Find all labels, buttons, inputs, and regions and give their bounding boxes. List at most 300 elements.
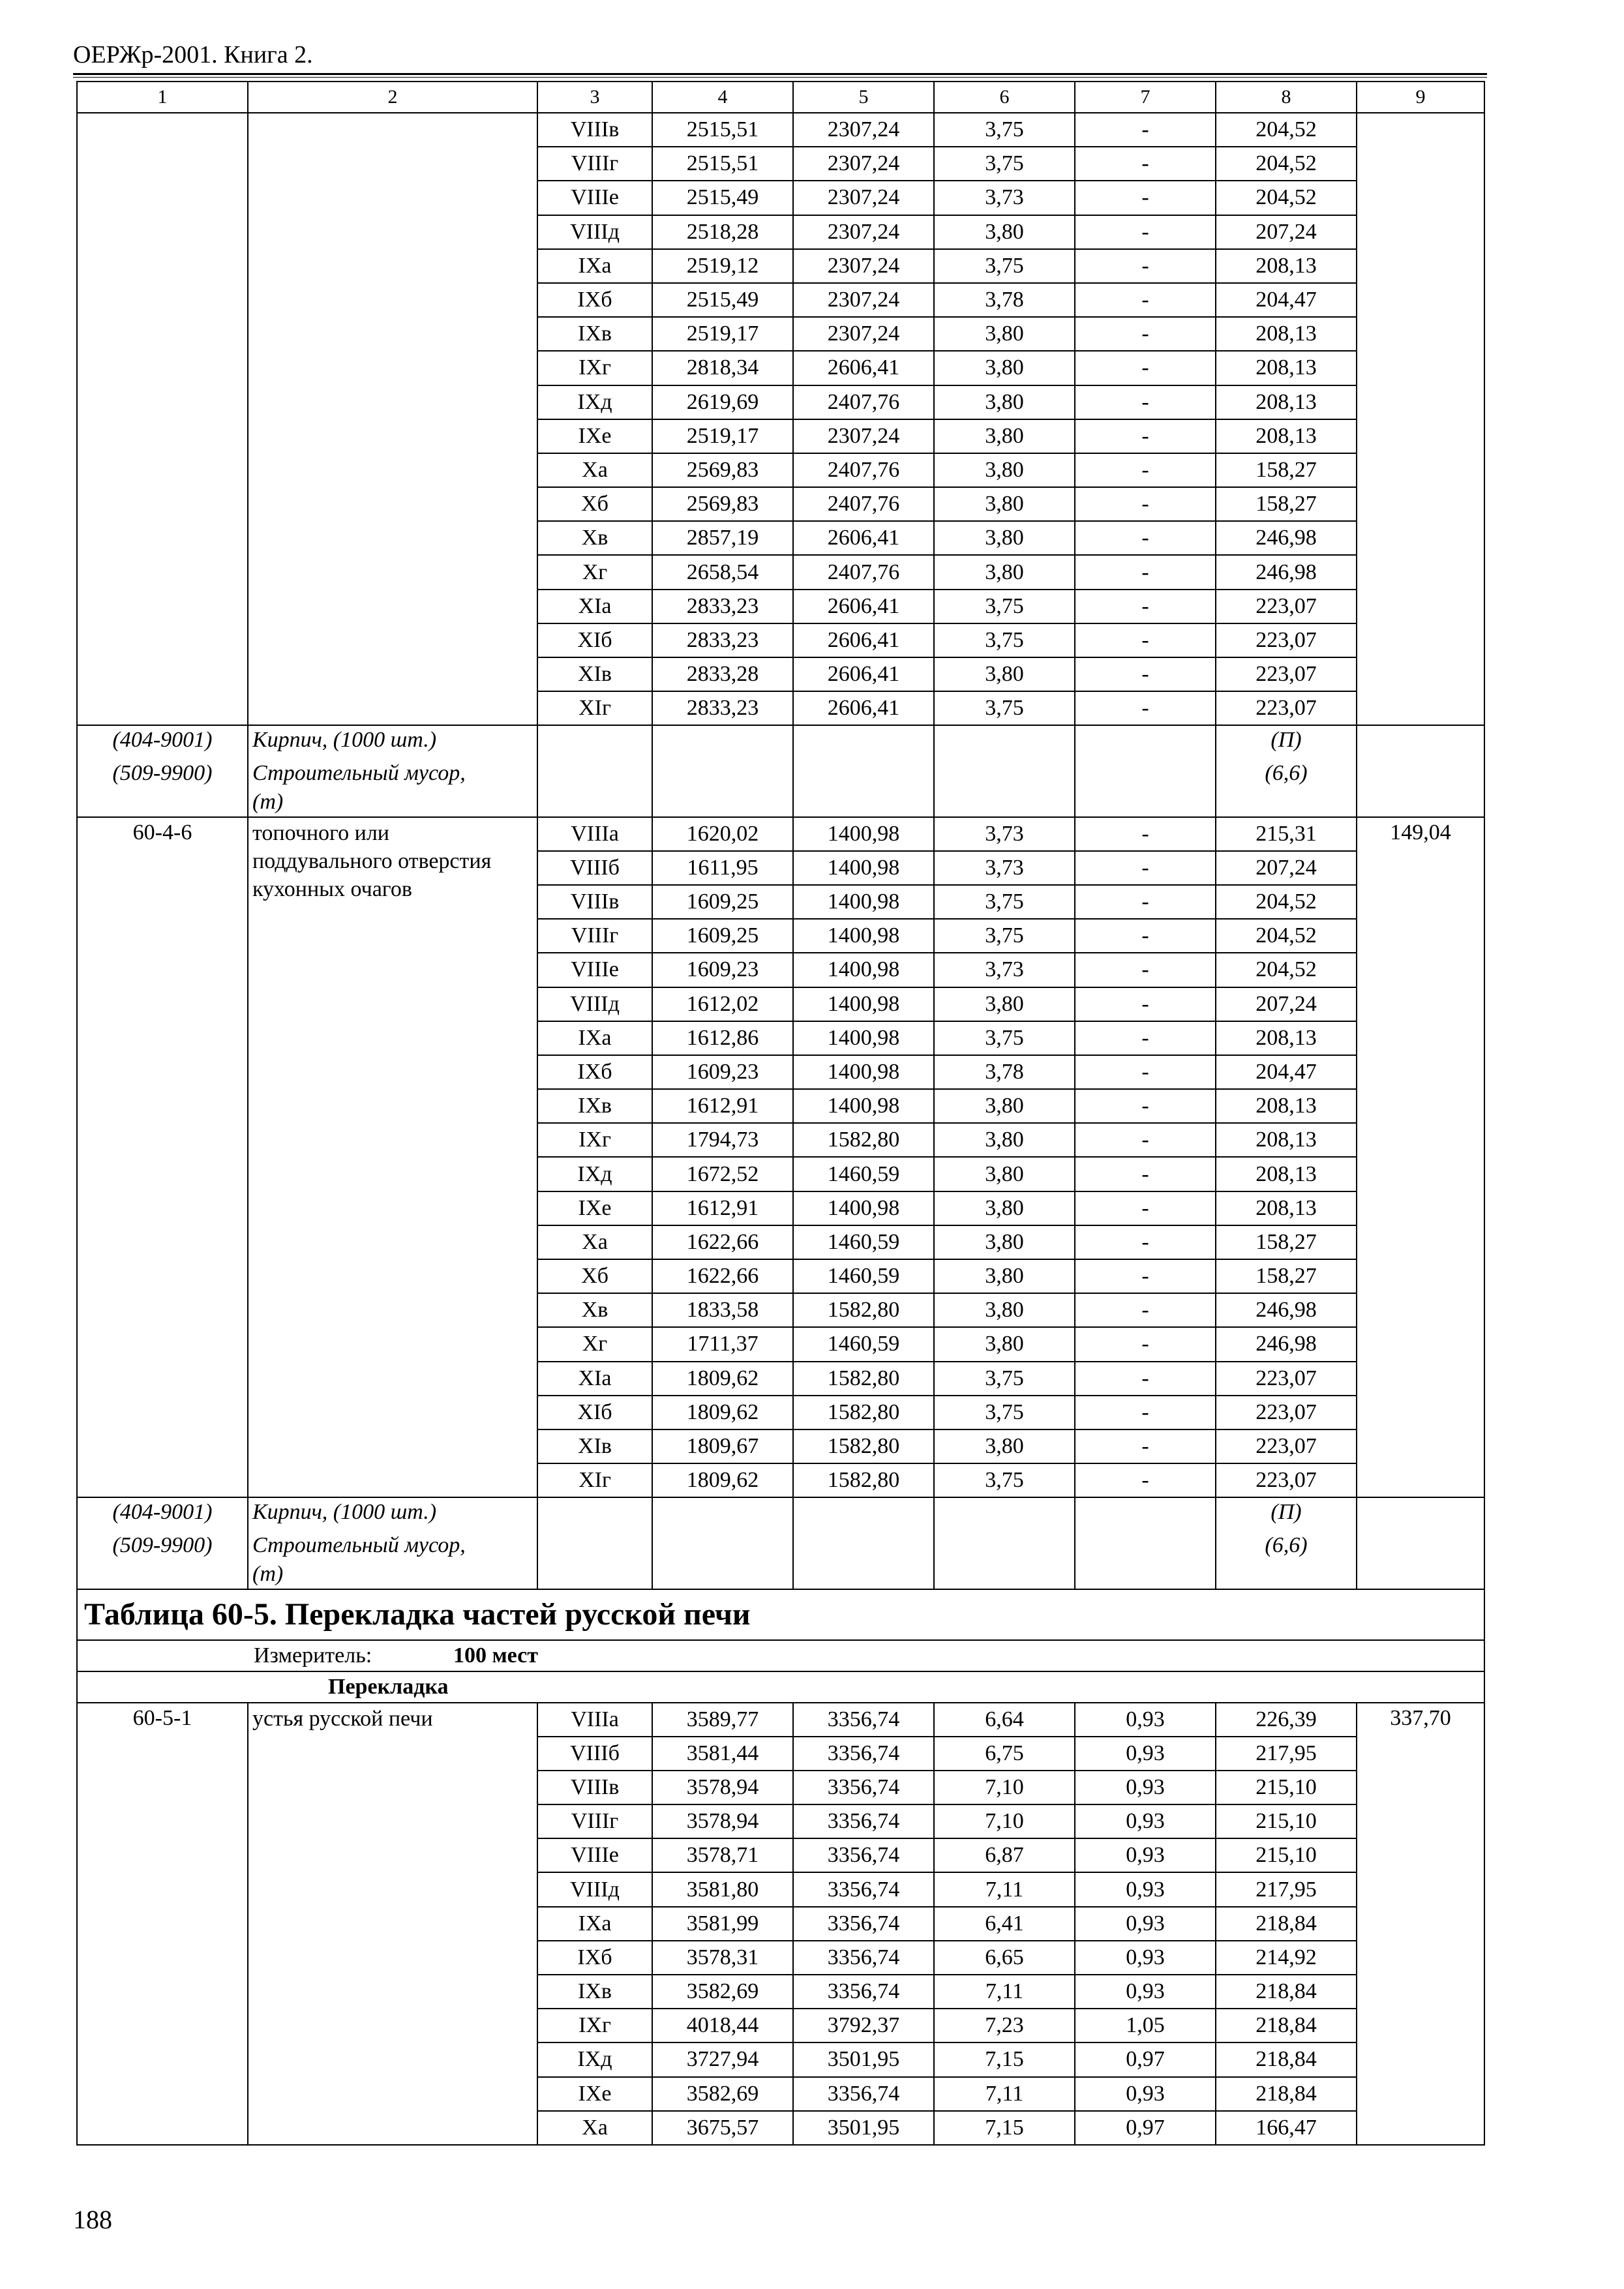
cell-col-4: 1672,52 bbox=[652, 1157, 793, 1191]
cell-col-3: VIIIе bbox=[537, 181, 652, 215]
rate-code-cell bbox=[77, 1703, 248, 2145]
cell-col-7: - bbox=[1075, 623, 1216, 657]
cell-col-8: 223,07 bbox=[1216, 1429, 1357, 1463]
unit-cell bbox=[77, 1640, 1484, 1671]
cell-col-5: 1400,98 bbox=[793, 817, 934, 851]
cell-col-7: - bbox=[1075, 385, 1216, 419]
cell-col-4: 2833,23 bbox=[652, 590, 793, 623]
cell-col-5: 2407,76 bbox=[793, 555, 934, 589]
cell-col-5: 1400,98 bbox=[793, 851, 934, 885]
empty-cell bbox=[934, 759, 1075, 817]
cell-col-5: 3501,95 bbox=[793, 2042, 934, 2076]
cell-col-5: 2606,41 bbox=[793, 657, 934, 691]
empty-cell bbox=[934, 1531, 1075, 1589]
cell-col-8: 217,95 bbox=[1216, 1737, 1357, 1771]
cell-col-8: 215,10 bbox=[1216, 1804, 1357, 1838]
cell-col-6: 3,75 bbox=[934, 1463, 1075, 1497]
cell-col-6: 3,75 bbox=[934, 919, 1075, 953]
cell-col-8: 223,07 bbox=[1216, 657, 1357, 691]
cell-col-5: 1582,80 bbox=[793, 1123, 934, 1157]
cell-col-5: 3356,74 bbox=[793, 1907, 934, 1941]
unit-label: Измеритель: bbox=[254, 1643, 372, 1668]
cell-col-3: IXе bbox=[537, 1191, 652, 1225]
empty-cell bbox=[1357, 1531, 1484, 1589]
material-value-cell bbox=[1216, 1531, 1357, 1589]
cell-col-3: IXв bbox=[537, 317, 652, 351]
cell-col-6: 3,75 bbox=[934, 1396, 1075, 1429]
empty-cell bbox=[1075, 1497, 1216, 1531]
material-code: (509-9900) bbox=[112, 760, 213, 785]
cell-col-7: - bbox=[1075, 1463, 1216, 1497]
empty-cell bbox=[537, 1531, 652, 1589]
material-unit: (т) bbox=[252, 1561, 284, 1586]
cell-col-3: Xб bbox=[537, 1259, 652, 1293]
cell-col-7: 1,05 bbox=[1075, 2009, 1216, 2042]
cell-col-6: 3,75 bbox=[934, 623, 1075, 657]
cell-col-6: 6,75 bbox=[934, 1737, 1075, 1771]
empty-cell bbox=[793, 1497, 934, 1531]
cell-col-7: - bbox=[1075, 1396, 1216, 1429]
cell-col-8: 204,47 bbox=[1216, 1055, 1357, 1089]
col9-cell bbox=[1357, 817, 1484, 1498]
cell-col-6: 6,64 bbox=[934, 1703, 1075, 1737]
cell-col-3: XIа bbox=[537, 590, 652, 623]
empty-cell bbox=[652, 1531, 793, 1589]
cell-col-6: 3,73 bbox=[934, 953, 1075, 987]
table-row bbox=[77, 1703, 1484, 1737]
cell-col-6: 6,41 bbox=[934, 1907, 1075, 1941]
material-value-cell bbox=[1216, 759, 1357, 817]
cell-col-4: 3578,94 bbox=[652, 1804, 793, 1838]
cell-col-6: 7,11 bbox=[934, 1872, 1075, 1906]
cell-col-5: 2307,24 bbox=[793, 283, 934, 317]
cell-col-8: 208,13 bbox=[1216, 1157, 1357, 1191]
material-code: (404-9001) bbox=[112, 1500, 213, 1525]
work-name: топочного или поддувального отверстия кухонных очагов bbox=[252, 820, 492, 901]
cell-col-4: 1809,62 bbox=[652, 1396, 793, 1429]
empty-cell bbox=[1075, 759, 1216, 817]
cell-col-8: 204,52 bbox=[1216, 147, 1357, 181]
cell-col-8: 218,84 bbox=[1216, 2077, 1357, 2111]
cell-col-7: - bbox=[1075, 1259, 1216, 1293]
cell-col-4: 2658,54 bbox=[652, 555, 793, 589]
work-name-cell bbox=[248, 1703, 537, 2145]
cell-col-5: 3356,74 bbox=[793, 1737, 934, 1771]
cell-col-7: 0,93 bbox=[1075, 1975, 1216, 2009]
column-number: 9 bbox=[1357, 82, 1484, 113]
cell-col-6: 3,80 bbox=[934, 1259, 1075, 1293]
cell-col-5: 1460,59 bbox=[793, 1157, 934, 1191]
cell-col-5: 1400,98 bbox=[793, 1021, 934, 1055]
cell-col-3: IXг bbox=[537, 1123, 652, 1157]
material-value-cell bbox=[1216, 725, 1357, 758]
column-number: 1 bbox=[77, 82, 248, 113]
column-number: 2 bbox=[248, 82, 537, 113]
cell-col-6: 3,80 bbox=[934, 385, 1075, 419]
cell-col-8: 207,24 bbox=[1216, 987, 1357, 1021]
cell-col-7: - bbox=[1075, 885, 1216, 919]
cell-col-6: 3,73 bbox=[934, 181, 1075, 215]
material-value: (П) bbox=[1271, 1500, 1302, 1525]
cell-col-5: 1582,80 bbox=[793, 1362, 934, 1396]
cell-col-3: IXб bbox=[537, 283, 652, 317]
cell-col-4: 1612,91 bbox=[652, 1089, 793, 1123]
cell-col-3: Xг bbox=[537, 555, 652, 589]
cell-col-8: 204,47 bbox=[1216, 283, 1357, 317]
cell-col-7: - bbox=[1075, 1191, 1216, 1225]
col9-value: 337,70 bbox=[1390, 1705, 1451, 1730]
header-rule bbox=[73, 73, 1487, 75]
cell-col-7: - bbox=[1075, 249, 1216, 283]
cell-col-5: 1400,98 bbox=[793, 1055, 934, 1089]
cell-col-3: Xа bbox=[537, 1225, 652, 1259]
cell-col-4: 3582,69 bbox=[652, 1975, 793, 2009]
cell-col-3: VIIIа bbox=[537, 1703, 652, 1737]
cell-col-5: 1582,80 bbox=[793, 1293, 934, 1327]
rate-code-cell bbox=[77, 817, 248, 1498]
cell-col-8: 204,52 bbox=[1216, 113, 1357, 147]
cell-col-7: - bbox=[1075, 1157, 1216, 1191]
cell-col-7: 0,97 bbox=[1075, 2111, 1216, 2145]
cell-col-3: VIIIб bbox=[537, 1737, 652, 1771]
material-code-cell bbox=[77, 759, 248, 817]
cell-col-3: Xг bbox=[537, 1327, 652, 1361]
cell-col-4: 1833,58 bbox=[652, 1293, 793, 1327]
col9-value: 149,04 bbox=[1390, 820, 1451, 845]
cell-col-7: - bbox=[1075, 555, 1216, 589]
cell-col-7: - bbox=[1075, 453, 1216, 487]
page-header-title: ОЕРЖр-2001. Книга 2. bbox=[73, 41, 313, 68]
material-name: Кирпич, (1000 шт.) bbox=[252, 728, 437, 753]
cell-col-7: - bbox=[1075, 953, 1216, 987]
cell-col-3: VIIIв bbox=[537, 113, 652, 147]
cell-col-4: 3581,44 bbox=[652, 1737, 793, 1771]
cell-col-3: Xа bbox=[537, 453, 652, 487]
empty-cell bbox=[934, 1497, 1075, 1531]
material-code-cell bbox=[77, 1497, 248, 1531]
cell-col-4: 3578,71 bbox=[652, 1838, 793, 1872]
cell-col-8: 218,84 bbox=[1216, 2009, 1357, 2042]
cell-col-7: - bbox=[1075, 419, 1216, 453]
cell-col-5: 2407,76 bbox=[793, 385, 934, 419]
material-name: Строительный мусор, bbox=[252, 760, 466, 785]
cell-col-4: 3581,99 bbox=[652, 1907, 793, 1941]
table-row bbox=[77, 817, 1484, 851]
material-unit: (т) bbox=[252, 789, 284, 814]
material-code-cell bbox=[77, 1531, 248, 1589]
cell-col-3: VIIIд bbox=[537, 987, 652, 1021]
cell-col-7: - bbox=[1075, 1293, 1216, 1327]
cell-col-6: 7,10 bbox=[934, 1771, 1075, 1804]
cell-col-4: 1611,95 bbox=[652, 851, 793, 885]
cell-col-6: 7,15 bbox=[934, 2111, 1075, 2145]
cell-col-3: XIб bbox=[537, 623, 652, 657]
column-number: 3 bbox=[537, 82, 652, 113]
empty-cell bbox=[793, 725, 934, 758]
section-title: Таблица 60-5. Перекладка частей русской печи bbox=[77, 1589, 1484, 1640]
cell-col-3: IXа bbox=[537, 249, 652, 283]
cell-col-5: 3356,74 bbox=[793, 1872, 934, 1906]
cell-col-6: 7,11 bbox=[934, 2077, 1075, 2111]
cell-col-7: 0,93 bbox=[1075, 2077, 1216, 2111]
material-name-cell bbox=[248, 1531, 537, 1589]
cell-col-6: 3,80 bbox=[934, 351, 1075, 385]
column-number-row bbox=[77, 82, 1484, 113]
cell-col-8: 223,07 bbox=[1216, 691, 1357, 725]
cell-col-3: VIIIд bbox=[537, 215, 652, 249]
cell-col-7: 0,93 bbox=[1075, 1838, 1216, 1872]
cell-col-6: 3,80 bbox=[934, 419, 1075, 453]
cell-col-6: 3,80 bbox=[934, 1327, 1075, 1361]
rates-table-body bbox=[77, 82, 1484, 2145]
cell-col-3: IXб bbox=[537, 1941, 652, 1975]
cell-col-5: 2407,76 bbox=[793, 453, 934, 487]
cell-col-8: 223,07 bbox=[1216, 1396, 1357, 1429]
cell-col-8: 158,27 bbox=[1216, 453, 1357, 487]
cell-col-6: 3,75 bbox=[934, 1021, 1075, 1055]
cell-col-4: 3727,94 bbox=[652, 2042, 793, 2076]
cell-col-3: VIIIа bbox=[537, 817, 652, 851]
cell-col-6: 3,75 bbox=[934, 249, 1075, 283]
cell-col-8: 158,27 bbox=[1216, 487, 1357, 521]
cell-col-6: 7,23 bbox=[934, 2009, 1075, 2042]
cell-col-4: 1609,25 bbox=[652, 885, 793, 919]
cell-col-8: 246,98 bbox=[1216, 555, 1357, 589]
cell-col-7: 0,93 bbox=[1075, 1941, 1216, 1975]
cell-col-6: 3,75 bbox=[934, 147, 1075, 181]
col9-cell bbox=[1357, 113, 1484, 725]
cell-col-7: 0,93 bbox=[1075, 1907, 1216, 1941]
cell-col-8: 223,07 bbox=[1216, 590, 1357, 623]
cell-col-6: 7,10 bbox=[934, 1804, 1075, 1838]
cell-col-8: 215,10 bbox=[1216, 1771, 1357, 1804]
cell-col-4: 4018,44 bbox=[652, 2009, 793, 2042]
cell-col-6: 7,11 bbox=[934, 1975, 1075, 2009]
cell-col-8: 208,13 bbox=[1216, 419, 1357, 453]
cell-col-5: 1400,98 bbox=[793, 919, 934, 953]
cell-col-3: IXг bbox=[537, 2009, 652, 2042]
empty-cell bbox=[934, 725, 1075, 758]
cell-col-4: 2515,49 bbox=[652, 283, 793, 317]
cell-col-8: 215,31 bbox=[1216, 817, 1357, 851]
material-value: (6,6) bbox=[1265, 760, 1308, 785]
cell-col-4: 3578,31 bbox=[652, 1941, 793, 1975]
section-title-row bbox=[77, 1589, 1484, 1640]
cell-col-3: VIIIб bbox=[537, 851, 652, 885]
cell-col-3: IXд bbox=[537, 385, 652, 419]
cell-col-3: VIIIв bbox=[537, 885, 652, 919]
cell-col-5: 1582,80 bbox=[793, 1396, 934, 1429]
cell-col-5: 2307,24 bbox=[793, 249, 934, 283]
cell-col-4: 1609,25 bbox=[652, 919, 793, 953]
cell-col-7: - bbox=[1075, 351, 1216, 385]
cell-col-5: 3501,95 bbox=[793, 2111, 934, 2145]
cell-col-6: 3,80 bbox=[934, 1225, 1075, 1259]
cell-col-7: - bbox=[1075, 113, 1216, 147]
cell-col-6: 3,80 bbox=[934, 1429, 1075, 1463]
cell-col-3: IXв bbox=[537, 1089, 652, 1123]
cell-col-4: 2833,23 bbox=[652, 691, 793, 725]
empty-cell bbox=[1075, 1531, 1216, 1589]
cell-col-3: IXа bbox=[537, 1907, 652, 1941]
cell-col-4: 2569,83 bbox=[652, 487, 793, 521]
rate-code: 60-5-1 bbox=[132, 1705, 192, 1730]
material-row bbox=[77, 759, 1484, 817]
cell-col-8: 204,52 bbox=[1216, 885, 1357, 919]
cell-col-7: - bbox=[1075, 215, 1216, 249]
cell-col-5: 3356,74 bbox=[793, 1975, 934, 2009]
col9-cell bbox=[1357, 1703, 1484, 2145]
cell-col-5: 3356,74 bbox=[793, 1941, 934, 1975]
empty-cell bbox=[537, 759, 652, 817]
cell-col-7: 0,93 bbox=[1075, 1737, 1216, 1771]
empty-cell bbox=[793, 1531, 934, 1589]
cell-col-3: VIIIд bbox=[537, 1872, 652, 1906]
cell-col-8: 208,13 bbox=[1216, 1123, 1357, 1157]
cell-col-5: 2307,24 bbox=[793, 215, 934, 249]
cell-col-4: 2857,19 bbox=[652, 521, 793, 555]
cell-col-8: 204,52 bbox=[1216, 919, 1357, 953]
cell-col-7: - bbox=[1075, 657, 1216, 691]
cell-col-4: 1809,62 bbox=[652, 1362, 793, 1396]
column-number: 7 bbox=[1075, 82, 1216, 113]
cell-col-5: 2307,24 bbox=[793, 317, 934, 351]
cell-col-4: 1620,02 bbox=[652, 817, 793, 851]
cell-col-8: 208,13 bbox=[1216, 385, 1357, 419]
cell-col-6: 3,80 bbox=[934, 987, 1075, 1021]
cell-col-6: 3,80 bbox=[934, 317, 1075, 351]
cell-col-3: VIIIг bbox=[537, 1804, 652, 1838]
cell-col-8: 246,98 bbox=[1216, 1327, 1357, 1361]
cell-col-4: 2518,28 bbox=[652, 215, 793, 249]
cell-col-3: VIIIг bbox=[537, 147, 652, 181]
cell-col-7: 0,93 bbox=[1075, 1703, 1216, 1737]
cell-col-8: 158,27 bbox=[1216, 1259, 1357, 1293]
cell-col-7: - bbox=[1075, 691, 1216, 725]
cell-col-4: 3578,94 bbox=[652, 1771, 793, 1804]
material-name: Кирпич, (1000 шт.) bbox=[252, 1500, 437, 1525]
cell-col-4: 1711,37 bbox=[652, 1327, 793, 1361]
cell-col-3: XIг bbox=[537, 1463, 652, 1497]
cell-col-7: - bbox=[1075, 1123, 1216, 1157]
cell-col-8: 223,07 bbox=[1216, 1463, 1357, 1497]
cell-col-5: 1582,80 bbox=[793, 1429, 934, 1463]
cell-col-3: VIIIе bbox=[537, 953, 652, 987]
material-code: (509-9900) bbox=[112, 1533, 213, 1557]
cell-col-6: 3,75 bbox=[934, 691, 1075, 725]
cell-col-7: - bbox=[1075, 817, 1216, 851]
cell-col-3: IXб bbox=[537, 1055, 652, 1089]
cell-col-7: - bbox=[1075, 181, 1216, 215]
cell-col-6: 3,73 bbox=[934, 851, 1075, 885]
cell-col-7: - bbox=[1075, 283, 1216, 317]
cell-col-7: - bbox=[1075, 487, 1216, 521]
rate-code: 60-4-6 bbox=[132, 820, 192, 845]
cell-col-7: - bbox=[1075, 1362, 1216, 1396]
cell-col-7: - bbox=[1075, 1327, 1216, 1361]
cell-col-5: 3356,74 bbox=[793, 1703, 934, 1737]
cell-col-7: - bbox=[1075, 851, 1216, 885]
material-row bbox=[77, 1531, 1484, 1589]
cell-col-8: 204,52 bbox=[1216, 181, 1357, 215]
cell-col-3: XIа bbox=[537, 1362, 652, 1396]
cell-col-3: IXе bbox=[537, 419, 652, 453]
cell-col-4: 2818,34 bbox=[652, 351, 793, 385]
cell-col-4: 2833,28 bbox=[652, 657, 793, 691]
cell-col-4: 2515,51 bbox=[652, 113, 793, 147]
cell-col-3: IXг bbox=[537, 351, 652, 385]
cell-col-8: 208,13 bbox=[1216, 1089, 1357, 1123]
cell-col-4: 2833,23 bbox=[652, 623, 793, 657]
empty-cell bbox=[793, 759, 934, 817]
cell-col-6: 3,80 bbox=[934, 487, 1075, 521]
cell-col-6: 3,78 bbox=[934, 1055, 1075, 1089]
cell-col-5: 1460,59 bbox=[793, 1327, 934, 1361]
cell-col-6: 3,75 bbox=[934, 590, 1075, 623]
unit-value: 100 мест bbox=[453, 1643, 538, 1668]
cell-col-6: 3,75 bbox=[934, 113, 1075, 147]
cell-col-6: 3,80 bbox=[934, 521, 1075, 555]
cell-col-5: 2407,76 bbox=[793, 487, 934, 521]
column-number: 8 bbox=[1216, 82, 1357, 113]
cell-col-5: 2307,24 bbox=[793, 113, 934, 147]
cell-col-3: XIв bbox=[537, 657, 652, 691]
cell-col-5: 1582,80 bbox=[793, 1463, 934, 1497]
column-number: 6 bbox=[934, 82, 1075, 113]
cell-col-5: 3356,74 bbox=[793, 1804, 934, 1838]
cell-col-4: 2569,83 bbox=[652, 453, 793, 487]
cell-col-7: 0,93 bbox=[1075, 1771, 1216, 1804]
empty-cell bbox=[1357, 725, 1484, 758]
material-name-cell bbox=[248, 725, 537, 758]
empty-cell bbox=[1357, 1497, 1484, 1531]
cell-col-3: XIв bbox=[537, 1429, 652, 1463]
cell-col-5: 3356,74 bbox=[793, 2077, 934, 2111]
cell-col-6: 3,75 bbox=[934, 885, 1075, 919]
cell-col-4: 1612,02 bbox=[652, 987, 793, 1021]
cell-col-5: 1400,98 bbox=[793, 885, 934, 919]
work-name-cell bbox=[248, 817, 537, 1498]
cell-col-5: 3356,74 bbox=[793, 1771, 934, 1804]
cell-col-3: IXд bbox=[537, 2042, 652, 2076]
page-number: 188 bbox=[73, 2205, 112, 2234]
empty-cell bbox=[537, 1497, 652, 1531]
empty-cell bbox=[652, 759, 793, 817]
material-code-cell bbox=[77, 725, 248, 758]
cell-col-8: 223,07 bbox=[1216, 1362, 1357, 1396]
empty-cell bbox=[1075, 725, 1216, 758]
cell-col-4: 1609,23 bbox=[652, 953, 793, 987]
cell-col-3: VIIIе bbox=[537, 1838, 652, 1872]
cell-col-8: 223,07 bbox=[1216, 623, 1357, 657]
column-number: 4 bbox=[652, 82, 793, 113]
cell-col-4: 2515,51 bbox=[652, 147, 793, 181]
cell-col-7: - bbox=[1075, 1429, 1216, 1463]
cell-col-4: 2619,69 bbox=[652, 385, 793, 419]
cell-col-4: 2515,49 bbox=[652, 181, 793, 215]
cell-col-8: 208,13 bbox=[1216, 1191, 1357, 1225]
cell-col-5: 2606,41 bbox=[793, 590, 934, 623]
cell-col-6: 3,73 bbox=[934, 817, 1075, 851]
material-name: Строительный мусор, bbox=[252, 1533, 466, 1557]
cell-col-4: 1609,23 bbox=[652, 1055, 793, 1089]
cell-col-6: 3,80 bbox=[934, 1123, 1075, 1157]
cell-col-7: - bbox=[1075, 1055, 1216, 1089]
cell-col-8: 204,52 bbox=[1216, 953, 1357, 987]
cell-col-8: 218,84 bbox=[1216, 1975, 1357, 2009]
material-row bbox=[77, 1497, 1484, 1531]
cell-col-6: 3,80 bbox=[934, 1157, 1075, 1191]
